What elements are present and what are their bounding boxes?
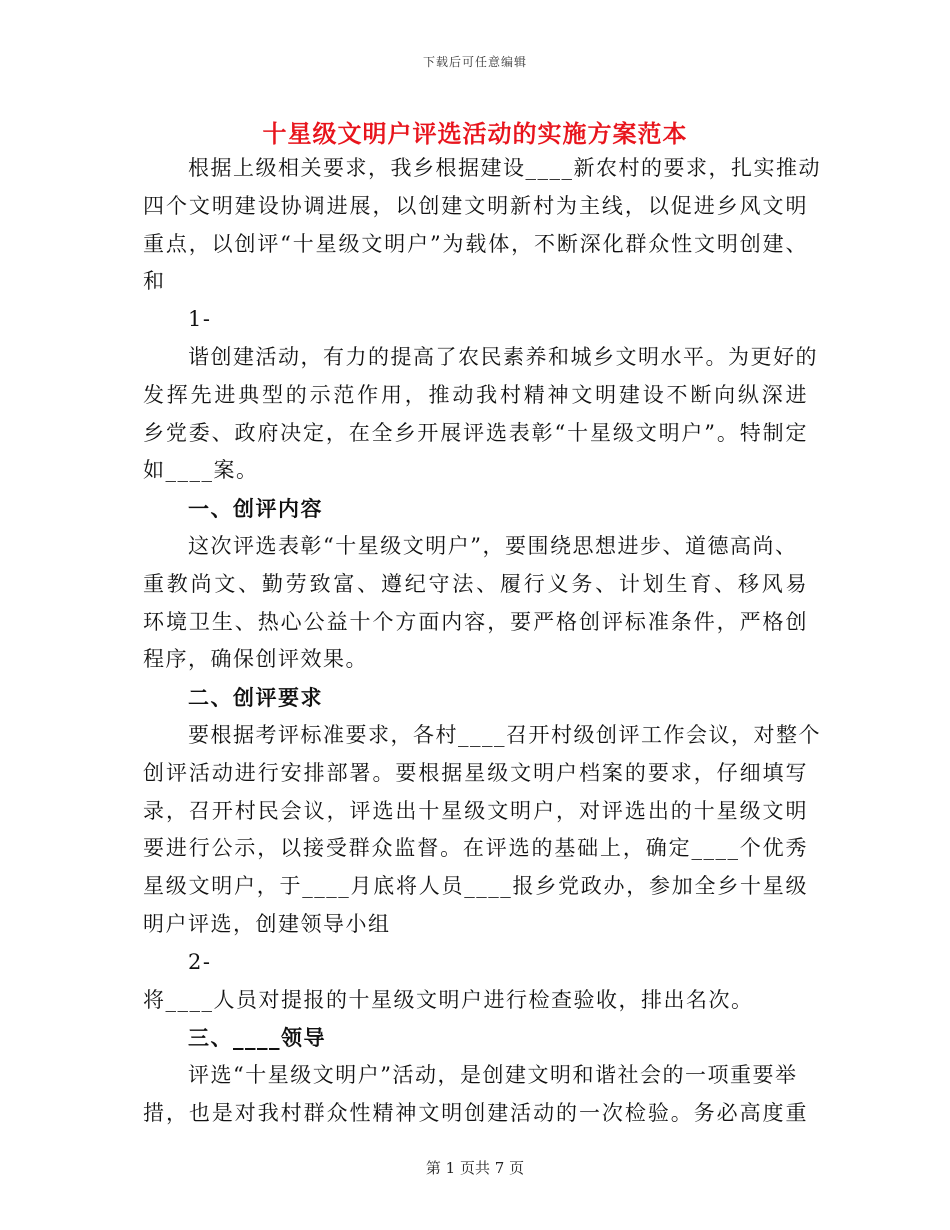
body-text-line: 明户评选，创建领导小组 bbox=[143, 911, 391, 936]
document-title: 十星级文明户评选活动的实施方案范本 bbox=[262, 119, 688, 148]
body-text-line: 录，召开村民会议，评选出十星级文明户，对评选出的十星级文明 bbox=[143, 798, 808, 823]
body-text-line: 要进行公示，以接受群众监督。在评选的基础上，确定____个优秀 bbox=[143, 836, 808, 861]
body-text-line: 重教尚文、勤劳致富、遵纪守法、履行义务、计划生育、移风易 bbox=[143, 571, 808, 596]
body-text-line: 将____人员对提报的十星级文明户进行检查验收，排出名次。 bbox=[143, 987, 754, 1012]
section-heading: 一、创评内容 bbox=[188, 496, 323, 522]
body-text-line: 星级文明户，于____月底将人员____报乡党政办，参加全乡十星级 bbox=[143, 874, 808, 899]
body-text-line: 程序，确保创评效果。 bbox=[143, 647, 368, 672]
section-heading: 三、____领导 bbox=[188, 1025, 326, 1051]
document-body bbox=[143, 150, 821, 1133]
body-text-line: 谐创建活动，有力的提高了农民素养和城乡文明水平。为更好的 bbox=[188, 344, 818, 369]
body-text-line: 重点，以创评“十星级文明户”为载体，不断深化群众性文明创建、 bbox=[143, 231, 808, 256]
body-text-line: 发挥先进典型的示范作用，推动我村精神文明建设不断向纵深进 bbox=[143, 382, 808, 407]
body-text-line: 这次评选表彰“十星级文明户”，要围绕思想进步、道德高尚、 bbox=[188, 533, 798, 558]
body-text-line: 要根据考评标准要求，各村____召开村级创评工作会议，对整个 bbox=[188, 722, 821, 747]
body-text-line: 措，也是对我村群众性精神文明创建活动的一次检验。务必高度重 bbox=[143, 1100, 808, 1125]
body-text-line: 乡党委、政府决定，在全乡开展评选表彰“十星级文明户”。特制定 bbox=[143, 420, 808, 445]
page-footer: 第 1 页共 7 页 bbox=[425, 1159, 525, 1177]
body-text-line: 创评活动进行安排部署。要根据星级文明户档案的要求，仔细填写 bbox=[143, 760, 808, 785]
page-marker: 2- bbox=[188, 949, 212, 974]
body-text-line: 和 bbox=[143, 269, 166, 294]
page-header: 下载后可任意编辑 bbox=[422, 55, 527, 69]
body-text-line: 根据上级相关要求，我乡根据建设____新农村的要求，扎实推动 bbox=[188, 156, 821, 180]
body-text-line: 如____案。 bbox=[143, 458, 259, 483]
section-heading: 二、创评要求 bbox=[188, 685, 323, 711]
body-text-line: 四个文明建设协调进展，以创建文明新村为主线，以促进乡风文明 bbox=[143, 193, 808, 218]
body-text-line: 评选“十星级文明户”活动，是创建文明和谐社会的一项重要举 bbox=[188, 1063, 798, 1088]
page-marker: 1- bbox=[188, 307, 212, 332]
body-text-line: 环境卫生、热心公益十个方面内容，要严格创评标准条件，严格创 bbox=[143, 609, 808, 634]
